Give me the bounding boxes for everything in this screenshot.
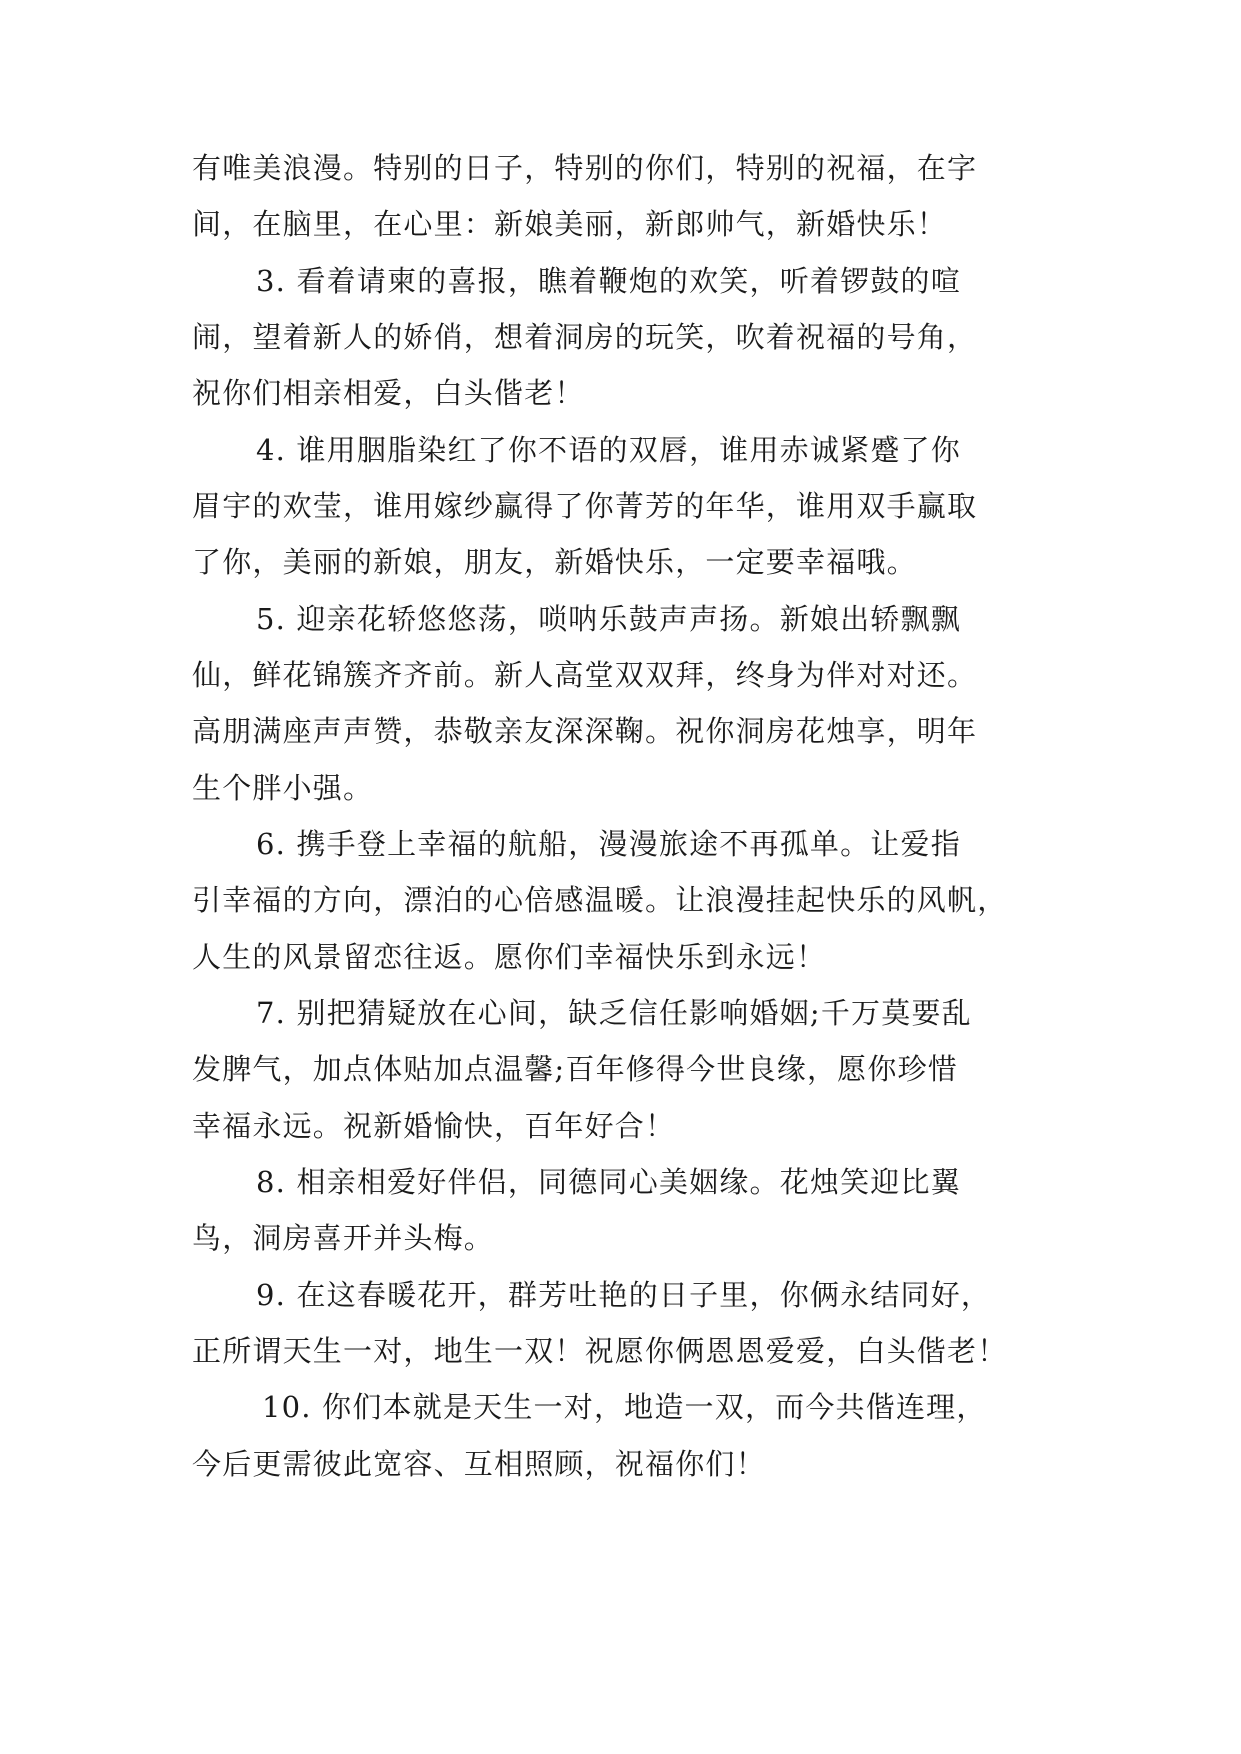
paragraph-line: 眉宇的欢莹，谁用嫁纱赢得了你菁芳的年华，谁用双手赢取 xyxy=(192,489,978,523)
paragraph-line: 仙，鲜花锦簇齐齐前。新人高堂双双拜，终身为伴对对还。 xyxy=(192,658,978,692)
paragraph-line: 9. 在这春暖花开，群芳吐艳的日子里，你俩永结同好， xyxy=(256,1278,992,1312)
paragraph-line: 鸟，洞房喜开并头梅。 xyxy=(192,1221,495,1255)
paragraph-line: 4. 谁用胭脂染红了你不语的双唇，谁用赤诚紧蹙了你 xyxy=(256,433,961,467)
paragraph-line: 8. 相亲相爱好伴侣，同德同心美姻缘。花烛笑迎比翼 xyxy=(256,1165,961,1199)
paragraph-line: 今后更需彼此宽容、互相照顾，祝福你们！ xyxy=(192,1447,766,1481)
paragraph-line: 有唯美浪漫。特别的日子，特别的你们，特别的祝福，在字 xyxy=(192,151,978,185)
paragraph-line: 生个胖小强。 xyxy=(192,771,374,805)
paragraph-line: 间，在脑里，在心里：新娘美丽，新郎帅气，新婚快乐！ xyxy=(192,207,948,241)
paragraph-line: 发脾气，加点体贴加点温馨;百年修得今世良缘，愿你珍惜 xyxy=(192,1052,958,1086)
paragraph-line: 7. 别把猜疑放在心间，缺乏信任影响婚姻;千万莫要乱 xyxy=(256,996,972,1030)
paragraph-line: 了你，美丽的新娘，朋友，新婚快乐，一定要幸福哦。 xyxy=(192,545,917,579)
paragraph-line: 引幸福的方向，漂泊的心倍感温暖。让浪漫挂起快乐的风帆， xyxy=(192,883,1008,917)
paragraph-line: 人生的风景留恋往返。愿你们幸福快乐到永远！ xyxy=(192,940,827,974)
paragraph-line: 闹，望着新人的娇俏，想着洞房的玩笑，吹着祝福的号角， xyxy=(192,320,978,354)
paragraph-line: 10. 你们本就是天生一对，地造一双，而今共偕连理， xyxy=(262,1390,987,1424)
paragraph-line: 祝你们相亲相爱，白头偕老！ xyxy=(192,376,585,410)
paragraph-line: 6. 携手登上幸福的航船，漫漫旅途不再孤单。让爱指 xyxy=(256,827,961,861)
paragraph-line: 5. 迎亲花轿悠悠荡，唢呐乐鼓声声扬。新娘出轿飘飘 xyxy=(256,602,961,636)
paragraph-line: 幸福永远。祝新婚愉快，百年好合！ xyxy=(192,1109,676,1143)
paragraph-line: 3. 看着请柬的喜报，瞧着鞭炮的欢笑，听着锣鼓的喧 xyxy=(256,264,961,298)
paragraph-line: 正所谓天生一对，地生一双！祝愿你俩恩恩爱爱，白头偕老！ xyxy=(192,1334,1008,1368)
paragraph-line: 高朋满座声声赞，恭敬亲友深深鞠。祝你洞房花烛享，明年 xyxy=(192,714,978,748)
